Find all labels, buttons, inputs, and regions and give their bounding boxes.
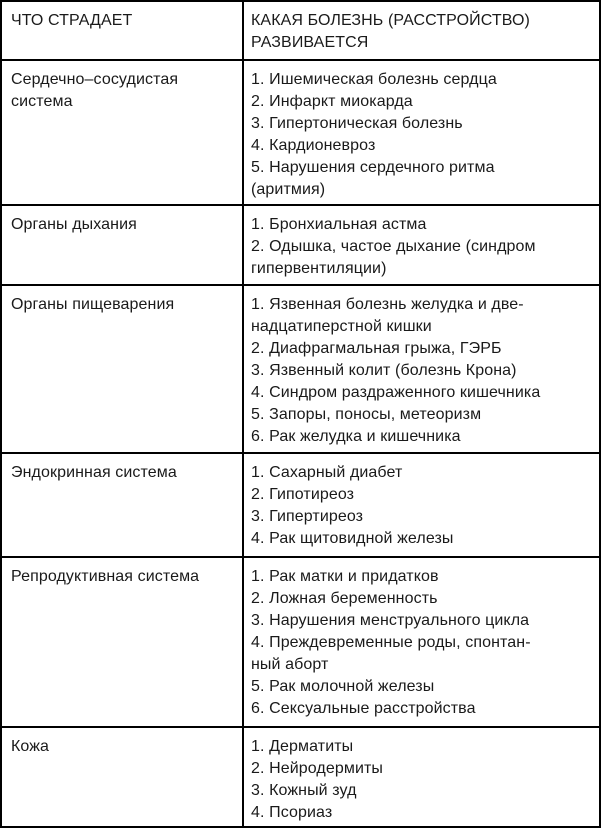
disease-text-line: 1. Язвенная болезнь желудка и две- xyxy=(251,296,524,313)
disease-text-line: 3. Гипертоническая болезнь xyxy=(251,115,463,132)
organ-cell xyxy=(2,558,244,726)
disease-text-line: гипервентиляции) xyxy=(251,260,387,277)
disease-text-line: 6. Сексуальные расстройства xyxy=(251,700,476,717)
disease-text-line: 4. Кардионевроз xyxy=(251,137,376,154)
organ-cell xyxy=(2,454,244,556)
disease-text-line: 4. Синдром раздраженного кишечника xyxy=(251,384,541,401)
organ-text-line: Кожа xyxy=(11,738,50,755)
disease-cell xyxy=(244,286,599,452)
disease-text-line: 2. Одышка, частое дыхание (синдром xyxy=(251,238,536,255)
disease-text-line: 2. Ложная беременность xyxy=(251,590,438,607)
disease-text-line: 2. Инфаркт миокарда xyxy=(251,93,413,110)
table-row xyxy=(2,454,599,558)
disease-cell xyxy=(244,61,599,204)
disease-text-line: надцатиперстной кишки xyxy=(251,318,432,335)
organ-text-line: система xyxy=(11,93,73,110)
organ-text-line: Органы пищеварения xyxy=(11,296,175,313)
organ-cell xyxy=(2,728,244,826)
disease-text-line: 4. Псориаз xyxy=(251,804,333,821)
table-row xyxy=(2,728,599,826)
disease-text-line: 5. Запоры, поносы, метеоризм xyxy=(251,406,482,423)
disease-text-line: 1. Дерматиты xyxy=(251,738,354,755)
disease-text-line: 2. Нейродермиты xyxy=(251,760,384,777)
disease-text-line: 1. Бронхиальная астма xyxy=(251,216,427,233)
organ-text-line: Репродуктивная система xyxy=(11,568,200,585)
disease-text-line: 3. Язвенный колит (болезнь Крона) xyxy=(251,362,517,379)
organ-cell xyxy=(2,286,244,452)
disease-text-line: 3. Кожный зуд xyxy=(251,782,357,799)
table-row xyxy=(2,61,599,206)
disease-text-line: 2. Гипотиреоз xyxy=(251,486,355,503)
table-header-row xyxy=(2,2,599,61)
table-row xyxy=(2,558,599,728)
disease-text-line: (аритмия) xyxy=(251,181,326,198)
organ-column-header xyxy=(2,2,244,59)
table-row xyxy=(2,286,599,454)
organ-cell xyxy=(2,206,244,284)
disease-text-line: 1. Ишемическая болезнь сердца xyxy=(251,71,497,88)
disease-text-line: 1. Сахарный диабет xyxy=(251,464,403,481)
organ-text-line: Сердечно–сосудистая xyxy=(11,71,179,88)
disease-text-line: 5. Нарушения сердечного ритма xyxy=(251,159,495,176)
disease-text-line: 4. Рак щитовидной железы xyxy=(251,530,454,547)
disease-cell xyxy=(244,558,599,726)
disease-text-line: 6. Рак желудка и кишечника xyxy=(251,428,461,445)
disease-cell xyxy=(244,206,599,284)
disease-text-line: ный аборт xyxy=(251,656,329,673)
organ-text-line: Эндокринная система xyxy=(11,464,177,481)
disease-text-line: 3. Гипертиреоз xyxy=(251,508,364,525)
disease-column-header-text: КАКАЯ БОЛЕЗНЬ (РАССТРОЙСТВО) xyxy=(251,12,530,29)
disease-cell xyxy=(244,728,599,826)
table-row xyxy=(2,206,599,286)
organ-column-header-text: ЧТО СТРАДАЕТ xyxy=(11,12,133,29)
disease-cell xyxy=(244,454,599,556)
organ-cell xyxy=(2,61,244,204)
disease-column-header-text: РАЗВИВАЕТСЯ xyxy=(251,34,369,51)
organ-text-line: Органы дыхания xyxy=(11,216,137,233)
disease-text-line: 3. Нарушения менструального цикла xyxy=(251,612,530,629)
disease-text-line: 4. Преждевременные роды, спонтан- xyxy=(251,634,531,651)
disease-text-line: 5. Рак молочной железы xyxy=(251,678,435,695)
disease-text-line: 2. Диафрагмальная грыжа, ГЭРБ xyxy=(251,340,502,357)
disease-column-header xyxy=(244,2,599,59)
disease-text-line: 1. Рак матки и придатков xyxy=(251,568,439,585)
